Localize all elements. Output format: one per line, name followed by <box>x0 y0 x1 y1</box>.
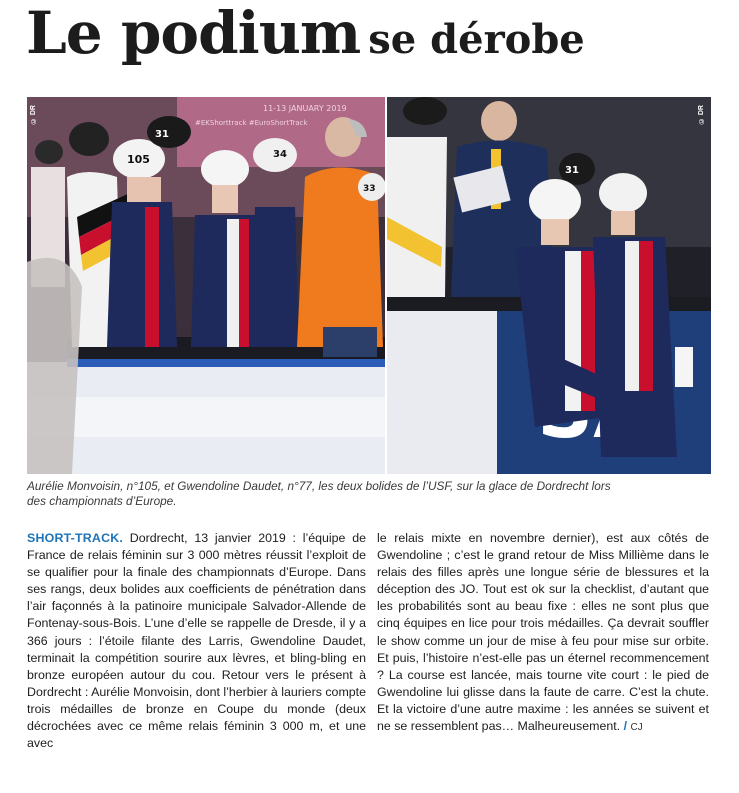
helmet-number-31: 31 <box>155 129 169 140</box>
helmet-number-105: 105 <box>127 153 150 166</box>
photo-skaters-group <box>27 97 385 474</box>
article-kicker: SHORT-TRACK. <box>27 531 124 545</box>
photo-credit-right: © DR <box>698 105 705 125</box>
helmet-number-31-right: 31 <box>565 165 579 176</box>
signature-slash: / <box>623 719 628 734</box>
headline-rest: se dérobe <box>368 16 585 63</box>
headline-main: Le podium <box>26 0 361 67</box>
helmet-number-33: 33 <box>363 184 376 194</box>
article-column-1 <box>27 530 366 752</box>
article-column-2 <box>377 530 709 736</box>
photo-skaters-pair <box>387 97 711 474</box>
article-paragraph-2 <box>377 530 709 736</box>
banner-tags: #EKShorttrack #EuroShortTrack <box>195 119 308 127</box>
headline <box>26 0 585 67</box>
article-text-col1: Dordrecht, 13 janvier 2019 : l’équipe de France de relais féminin sur 3 000 mètres réussit l’exploit de se qualifier pour la finale des championnats d’Europe. Dans ses rangs, deux bolides aux coefficients de pénétration dans l’air façonnés à la patinoire municipale Salvador-Allende de Fontenay-sous-Bois. L’une d’elle se rappelle de Dresde, il y a 366 jours : l’étoile filante des Larris, Gwendoline Daudet, terminait la compétition sourire aux lèvres, et bling-bling en bronze européen autour du cou. Retour vers le présent à Dordrecht : Aurélie Monvoisin, dont l’herbier à lauriers compte trois médailles de bronze en Coupe du monde (deux décrochées avec ce même relais féminin 3 000 m, et une avec <box>27 531 366 751</box>
helmet-number-34: 34 <box>273 149 287 160</box>
banner-date: 11-13 JANUARY 2019 <box>263 104 347 113</box>
photo-skaters-pair-illustration <box>387 97 711 474</box>
article-text-col2: le relais mixte en novembre dernier), est aux côtés de Gwendoline ; c’est le grand retour de Miss Millième dans le relais des filles après une longue série de blessures et la déception des JO. Tout est ok sur la checklist, d’autant que les probabilités sont au beau fixe : elles ne sont plus que cinq équipes en lice pour trois médailles. Ça devrait souffler le show comme un jour de mise à feu pour mise sur orbite. Et puis, l’histoire n’est-elle pas un éternel recommencement ? La course est lancée, mais tourne vite court : le pied de Gwendoline lui glisse dans la faute de carre. C’est la chute. Et la victoire d’une autre maxime : les années se suivent et ne se ressemblent pas… Malheureusement. <box>377 531 709 734</box>
photo-credit-left: © DR <box>30 105 37 125</box>
photo-skaters-group-illustration <box>27 97 385 474</box>
signature-initials: CJ <box>630 722 643 734</box>
article-paragraph-1 <box>27 530 366 752</box>
photo-caption: Aurélie Monvoisin, n°105, et Gwendoline Daudet, n°77, les deux bolides de l’USF, sur la glace de Dordrecht lors des championnats d’Europe. <box>27 479 611 508</box>
